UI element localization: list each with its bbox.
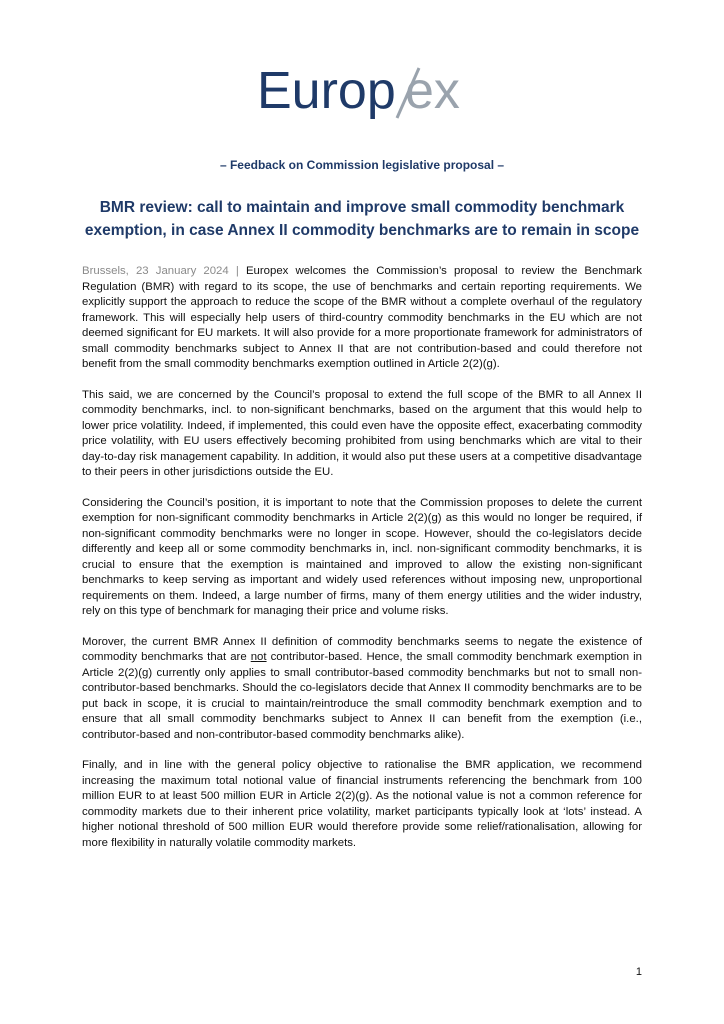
logo-text-dark: Europ <box>257 62 396 120</box>
europex-logo-mark <box>247 60 477 130</box>
paragraph-1-text: Europex welcomes the Commission’s proposal to review the Benchmark Regulation (BMR) with regard to its scope, the use of benchmarks and certain reporting requirements. We explicitly support the approach to reduce the scope of the BMR without a complete overhaul of the regulatory framework. This will especially help users of third-country commodity benchmarks in the EU which are not deemed significant for EU markets. It will also provide for a more proportionate framework for administrators of small commodity benchmarks subject to Annex II that are not contribution-based and could therefore not benefit from the small commodity benchmarks exemption outlined in Article 2(2)(g). <box>82 265 643 370</box>
title-line-2: exemption, in case Annex II commodity benchmarks are to remain in scope <box>84 222 640 239</box>
title-line-1: BMR review: call to maintain and improve small commodity benchmark <box>99 199 625 216</box>
document-kicker: – Feedback on Commission legislative proposal – <box>219 158 505 172</box>
page-number: 1 <box>635 966 642 978</box>
document-title <box>60 196 664 242</box>
paragraph-3: Considering the Council’s position, it is important to note that the Commission proposes to delete the current exemption for non-significant commodity benchmarks in Article 2(2)(g) as this would no longer be required, if non-significant commodity benchmarks were no longer in scope. However, should the co-legislators decide differently and keep all or some commodity benchmarks in, incl. non-significant commodity benchmarks, it is crucial to ensure that the exemption is maintained and improved to allow the existing non-significant benchmarks to keep serving as important and widely used references without imposing new, unproportional requirements on them. Indeed, a large number of firms, many of them energy utilities and the wider industry, rely on this type of benchmark for managing their price and volume risks. <box>82 496 642 617</box>
document-body <box>82 264 642 866</box>
logo-text-light: ex <box>405 62 460 120</box>
paragraph-4-start: Morover, the current BMR Annex II definition of commodity benchmarks seems to negate the existence of commodity benchmarks that are <box>82 635 642 663</box>
paragraph-1 <box>82 264 642 373</box>
paragraph-5: Finally, and in line with the general policy objective to rationalise the BMR application, we recommend increasing the maximum total notional value of financial instruments referencing the benchmark from 100 million EUR to at least 500 million EUR in Article 2(2)(g). As the notional value is not a common reference for commodity markets due to their inherent price volatility, market participants typically look at ‘lots’ instead. A higher notional threshold of 500 million EUR would therefore provide some relief/rationalisation, allowing for more flexibility in naturally volatile commodity markets. <box>82 759 642 849</box>
paragraph-4-underlined: not <box>250 651 267 663</box>
dateline-separator: | <box>228 265 246 277</box>
paragraph-4-end: contributor-based. Hence, the small commodity benchmark exemption in Article 2(2)(g) currently only applies to small contributor-based commodity benchmarks but not to small non-contributor-based benchmarks. Should the co-legislators decide that Annex II commodity benchmarks are to be put back in scope, it is crucial to maintain/reintroduce the small commodity benchmark exemption and to ensure that all small commodity benchmarks subject to Annex II can benefit from the exemption (i.e., contributor-based and non-contributor-based commodity benchmarks alike). <box>82 651 642 741</box>
paragraph-2: This said, we are concerned by the Council’s proposal to extend the full scope of the BMR to all Annex II commodity benchmarks, incl. to non-significant benchmarks, based on the argument that this would help to lower price volatility. Indeed, if implemented, this could even have the opposite effect, exacerbating commodity price volatility, with EU users effectively becoming prohibited from using benchmarks which are vital to their day-to-day risk management capability. In addition, it would also put these users at a competitive disadvantage to their peers in other jurisdictions outside the EU. <box>82 388 642 478</box>
dateline: Brussels, 23 January 2024 <box>82 265 229 277</box>
europex-logo <box>0 60 724 130</box>
paragraph-4 <box>82 635 642 744</box>
